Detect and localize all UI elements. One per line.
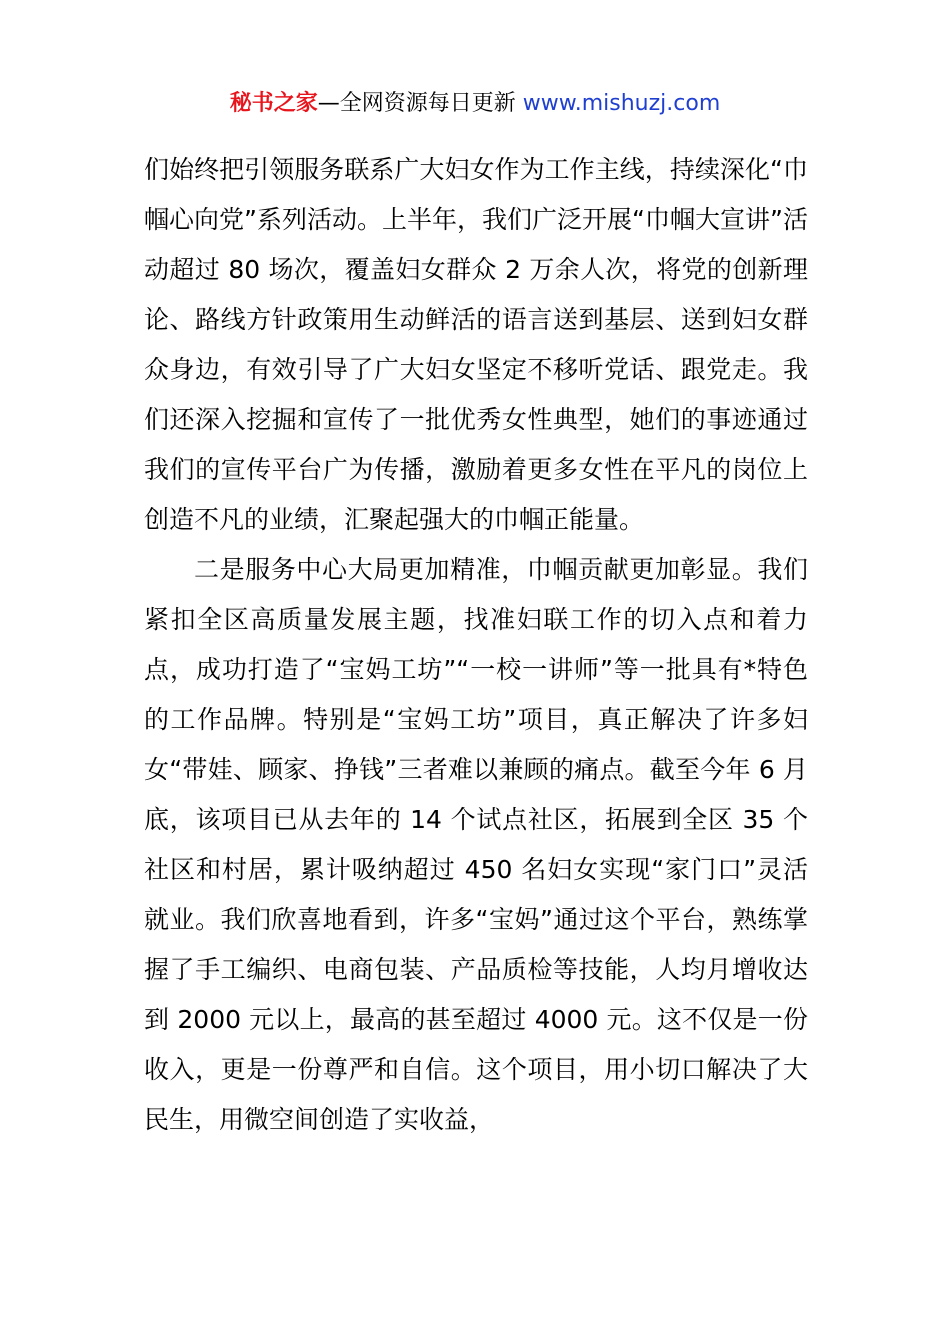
paragraph-service-center: 二是服务中心大局更加精准，巾帼贡献更加彰显。我们紧扣全区高质量发展主题，找准妇联工作的切入点和着力点，成功打造了“宝妈工坊”“一校一讲师”等一批具有*特色的工作品牌。特别是“宝妈工坊”项目，真正解决了许多妇女“带娃、顾家、挣钱”三者难以兼顾的痛点。截至今年 6 月底，该项目已从去年的 14 个试点社区，拓展到全区 35 个社区和村居，累计吸纳超过 450 名妇女实现“家门口”灵活就业。我们欣喜地看到，许多“宝妈”通过这个平台，熟练掌握了手工编织、电商包装、产品质检等技能，人均月增收达到 2000 元以上，最高的甚至超过 4000 元。这不仅是一份收入，更是一份尊严和自信。这个项目，用小切口解决了大民生，用微空间创造了实收益，: [144, 555, 808, 1134]
brand-name: 秘书之家: [229, 91, 318, 116]
site-url-link[interactable]: www.mishuzj.com: [522, 91, 721, 116]
header-tagline: —全网资源每日更新: [317, 91, 523, 116]
paragraph-continued: 们始终把引领服务联系广大妇女作为工作主线，持续深化“巾帼心向党”系列活动。上半年，我们广泛开展“巾帼大宣讲”活动超过 80 场次，覆盖妇女群众 2 万余人次，将党的创新理论、路线方针政策用生动鲜活的语言送到基层、送到妇女群众身边，有效引导了广大妇女坚定不移听党话、跟党走。我们还深入挖掘和宣传了一批优秀女性典型，她们的事迹通过我们的宣传平台广为传播，激励着更多女性在平凡的岗位上创造不凡的业绩，汇聚起强大的巾帼正能量。: [144, 155, 808, 534]
site-header: [0, 88, 950, 120]
document-body: [144, 145, 808, 1145]
